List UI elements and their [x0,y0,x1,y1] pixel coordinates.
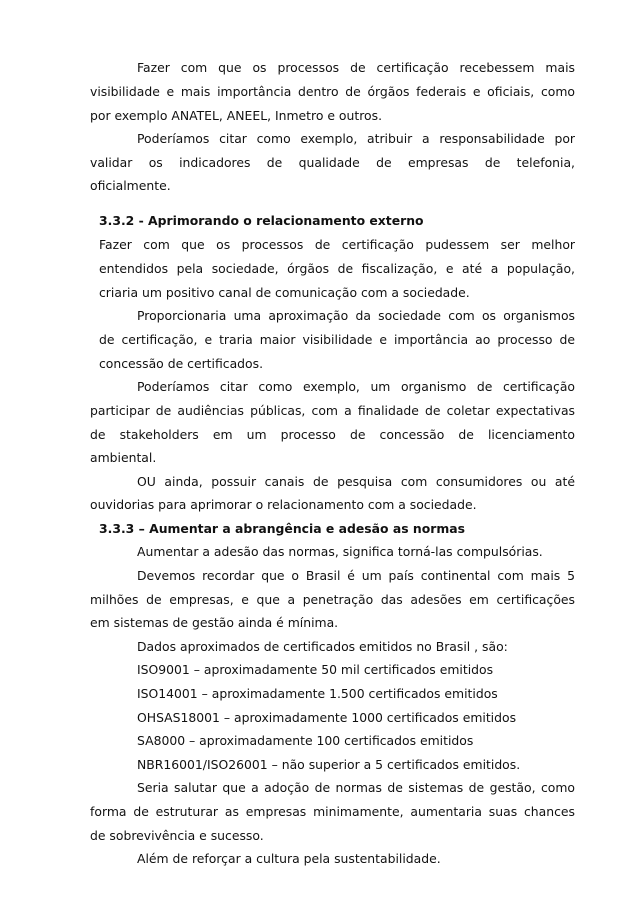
section-heading: 3.3.2 - Aprimorando o relacionamento externo [99,213,424,228]
text-line: criaria um positivo canal de comunicação com a sociedade. [99,285,470,300]
text-line: Fazer com que os processos de certificação pudessem ser melhor [99,237,575,252]
text-line: visibilidade e mais importância dentro de órgãos federais e oficiais, como [90,84,575,99]
text-line: Aumentar a adesão das normas, significa torná-las compulsórias. [137,544,543,559]
list-item: OHSAS18001 – aproximadamente 1000 certificados emitidos [137,710,517,725]
list-item: NBR16001/ISO26001 – não superior a 5 certificados emitidos. [137,757,521,772]
text-line: validar os indicadores de qualidade de empresas de telefonia, [90,155,575,170]
text-line: Poderíamos citar como exemplo, um organismo de certificação [137,379,575,394]
text-line: oficialmente. [90,178,171,193]
text-line: de certificação, e traria maior visibilidade e importância ao processo de [99,332,575,347]
text-line: Poderíamos citar como exemplo, atribuir a responsabilidade por [137,131,575,146]
text-line: Além de reforçar a cultura pela sustentabilidade. [137,851,441,866]
text-line: Fazer com que os processos de certificação recebessem mais [137,60,575,75]
list-item: ISO14001 – aproximadamente 1.500 certificados emitidos [137,686,498,701]
text-line: de stakeholders em um processo de concessão de licenciamento [90,427,575,442]
text-line: por exemplo ANATEL, ANEEL, Inmetro e outros. [90,108,383,123]
text-line: concessão de certificados. [99,356,264,371]
text-line: Proporcionaria uma aproximação da sociedade com os organismos [137,308,575,323]
list-item: ISO9001 – aproximadamente 50 mil certificados emitidos [137,662,494,677]
text-line: em sistemas de gestão ainda é mínima. [90,615,339,630]
text-line: entendidos pela sociedade, órgãos de fiscalização, e até a população, [99,261,575,276]
text-line: milhões de empresas, e que a penetração das adesões em certificações [90,592,575,607]
text-line: Dados aproximados de certificados emitidos no Brasil , são: [137,639,508,654]
text-line: Seria salutar que a adoção de normas de sistemas de gestão, como [137,780,575,795]
text-line: forma de estruturar as empresas minimamente, aumentaria suas chances [90,804,575,819]
text-line: ambiental. [90,450,157,465]
list-item: SA8000 – aproximadamente 100 certificados emitidos [137,733,474,748]
text-line: ouvidorias para aprimorar o relacionamento com a sociedade. [90,497,477,512]
text-line: Devemos recordar que o Brasil é um país continental com mais 5 [137,568,575,583]
text-line: OU ainda, possuir canais de pesquisa com consumidores ou até [137,474,575,489]
text-line: de sobrevivência e sucesso. [90,828,264,843]
text-line: participar de audiências públicas, com a finalidade de coletar expectativas [90,403,575,418]
section-heading: 3.3.3 – Aumentar a abrangência e adesão as normas [99,521,465,536]
